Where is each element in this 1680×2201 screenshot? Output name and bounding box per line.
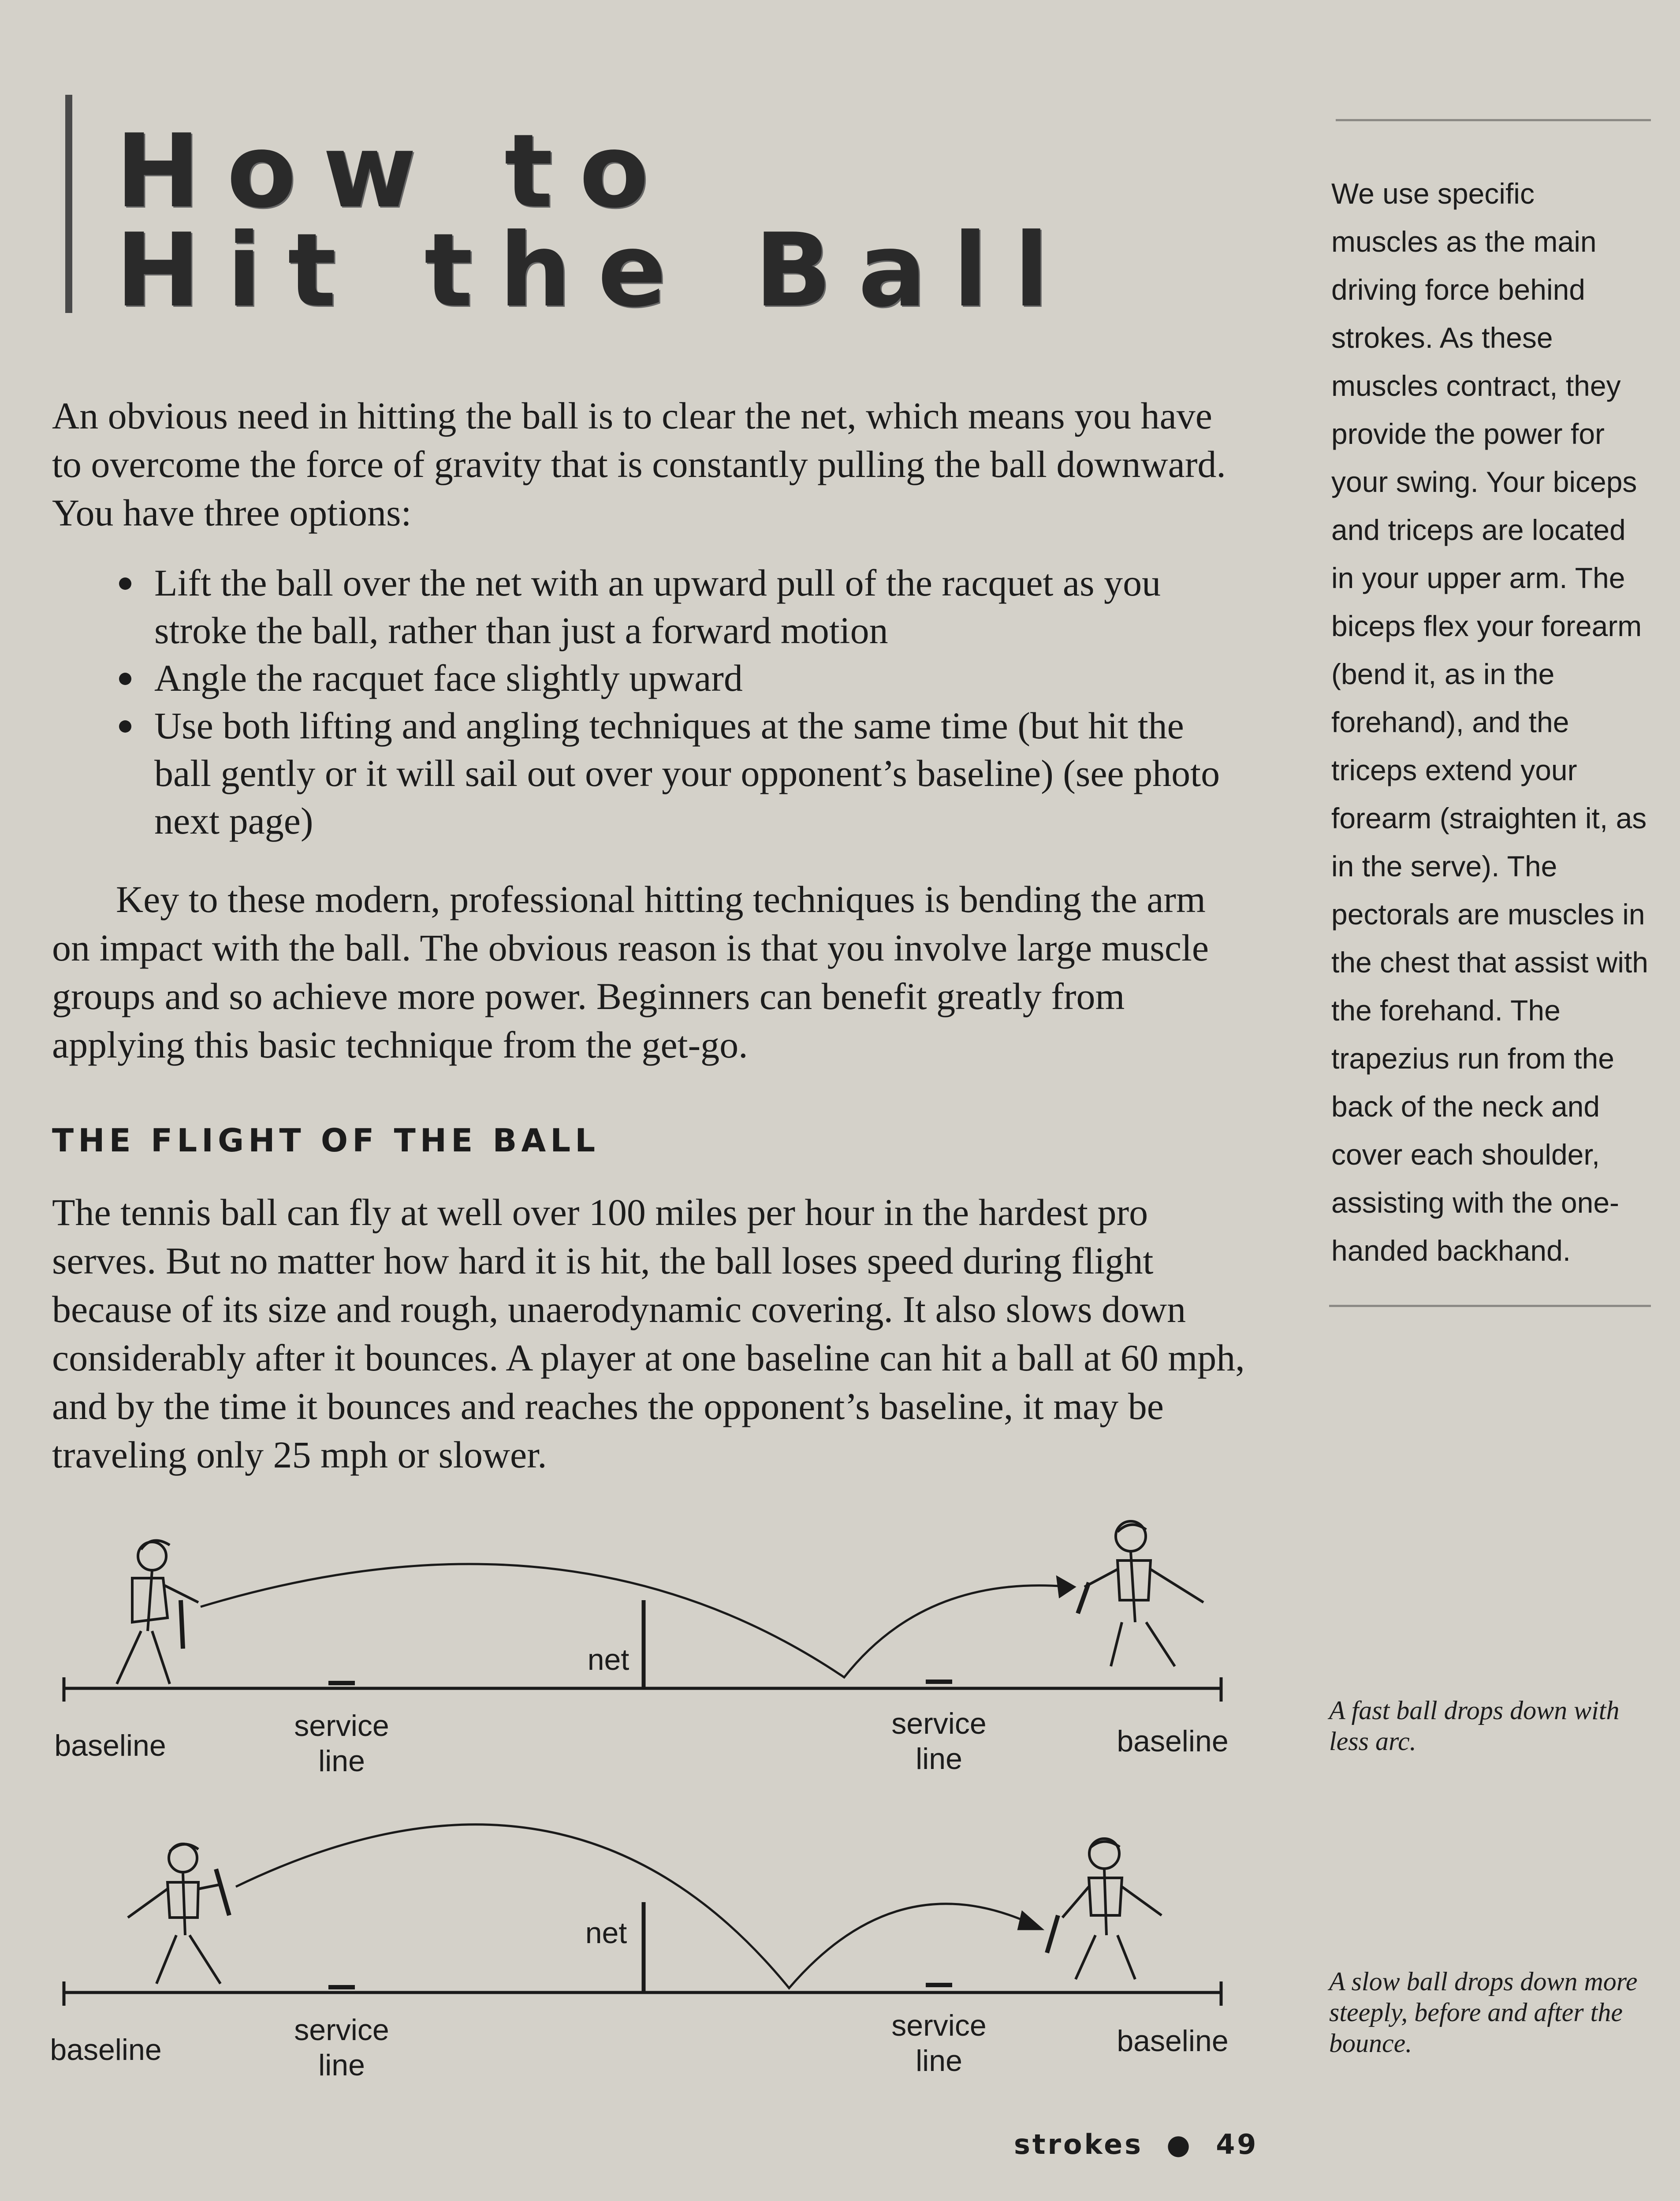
arrow-head [1058, 1578, 1073, 1596]
option-item: Use both lifting and angling techniques at the same time (but hit the ball gently or it will sail out over your opponent’s baseline) (see photo next page) [106, 702, 1234, 845]
option-item: Lift the ball over the net with an upward pull of the racquet as you stroke the ball, rather than just a forward motion [106, 559, 1234, 654]
net-label: net [587, 1643, 630, 1676]
options-list [106, 559, 1234, 845]
service-line-word-2: line [916, 1742, 962, 1776]
player-left-figure [128, 1844, 229, 1984]
intro-paragraph: An obvious need in hitting the ball is to clear the net, which means you have to overcome the force of gravity that is constantly pulling the ball downward. You have three options: [52, 395, 1226, 534]
baseline-label: baseline [54, 1729, 166, 1762]
player-right-figure [1078, 1521, 1203, 1666]
service-line-word-2: line [318, 2048, 365, 2082]
sidebar-text: We use specific muscles as the main driving force behind strokes. As these muscles contract, they provide the power for your swing. Your biceps and triceps are located in your upper arm. The biceps flex your forearm (bend it, as in the forehand), and the triceps extend your forearm (straighten it, as in the serve). The pectorals are muscles in the chest that assist with the forehand. The trapezius run from the back of the neck and cover each shoulder, assisting with the one-handed backhand. [1331, 177, 1649, 1267]
footer-section-name: strokes [1014, 2128, 1143, 2160]
service-line-word-2: line [916, 2044, 962, 2078]
page-footer [1014, 2128, 1259, 2160]
net-label: net [585, 1916, 627, 1950]
player-left-figure [117, 1541, 198, 1684]
slow-ball-caption: A slow ball drops down more steeply, before and after the bounce. [1329, 1967, 1638, 2058]
player-right-figure [1047, 1839, 1162, 1979]
title-accent-bar [65, 95, 72, 313]
fast-ball-diagram [0, 1508, 1322, 1781]
technique-paragraph: Key to these modern, professional hitting techniques is bending the arm on impact with the ball. The obvious reason is that you involve large muscle groups and so achieve more power. Beginners can benefit greatly from applying this basic technique from the get-go. [52, 878, 1209, 1066]
service-line-word-1: service [294, 2013, 389, 2047]
ball-trajectory [236, 1825, 1027, 1988]
page-title-line-2: Hit the Ball [115, 212, 1075, 330]
flight-paragraph: The tennis ball can fly at well over 100 miles per hour in the hardest pro serves. But no matter how hard it is hit, the ball loses speed during flight because of its size and rough, unaerodynamic covering. It also slows down considerably after it bounces. A player at one baseline can hit a ball at 60 mph, and by the time it bounces and reaches the opponent’s baseline, it may be traveling only 25 mph or slower. [52, 1191, 1245, 1476]
service-line-word-1: service [891, 2009, 987, 2042]
service-line-word-1: service [294, 1709, 389, 1743]
fast-ball-caption: A fast ball drops down with less arc. [1329, 1696, 1620, 1756]
service-line-label [276, 2012, 408, 2083]
page-title-line-1: How to [115, 113, 675, 231]
sidebar-top-rule [1336, 119, 1651, 121]
baseline-label: baseline [1117, 1724, 1229, 1758]
service-line-label [873, 2008, 1005, 2078]
service-line-label [276, 1708, 408, 1779]
section-heading: THE FLIGHT OF THE BALL [52, 1122, 600, 1159]
footer-bullet: ● [1155, 2128, 1204, 2160]
arrow-head [1019, 1913, 1040, 1929]
service-line-label [873, 1706, 1005, 1776]
baseline-label: baseline [1117, 2024, 1229, 2058]
option-item: Angle the racquet face slightly upward [106, 654, 1234, 702]
slow-ball-diagram [0, 1812, 1322, 2089]
service-line-word-1: service [891, 1707, 987, 1740]
page-number: 49 [1216, 2128, 1259, 2160]
baseline-label: baseline [50, 2033, 162, 2067]
service-line-word-2: line [318, 1744, 365, 1778]
sidebar-bottom-rule [1329, 1305, 1651, 1307]
